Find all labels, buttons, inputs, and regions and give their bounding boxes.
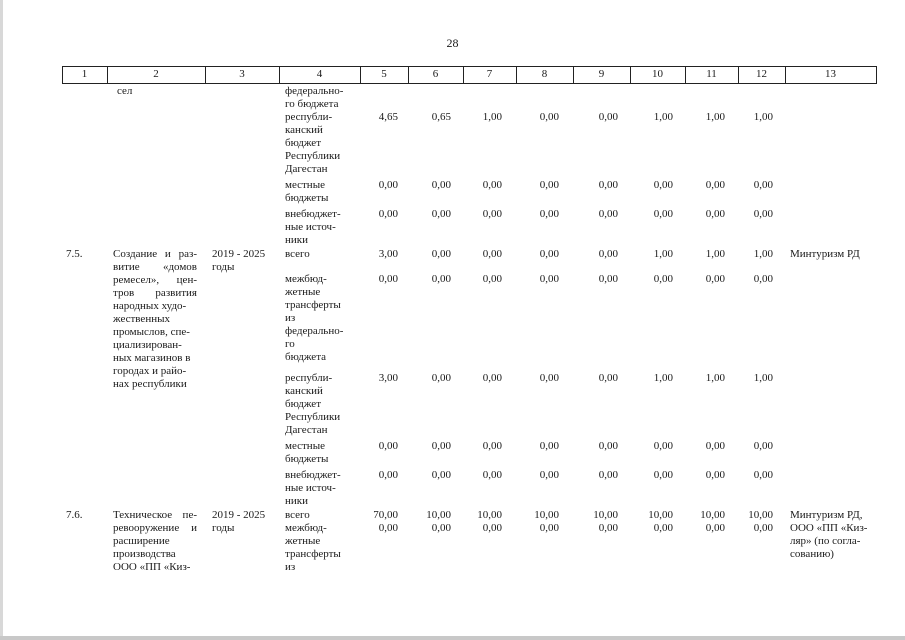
value-cell: 0,00 — [653, 179, 673, 191]
period: годы — [212, 261, 235, 273]
value-cell: 1,00 — [753, 248, 773, 260]
value-cell: 0,00 — [705, 179, 725, 191]
header-col-7: 7 — [486, 68, 493, 80]
value-cell: 0,00 — [753, 440, 773, 452]
source-label: бюджеты — [285, 192, 329, 204]
value-cell: 0,00 — [539, 248, 559, 260]
source-label: межбюд- — [285, 273, 327, 285]
header-col-6: 6 — [432, 68, 439, 80]
value-cell: 0,00 — [431, 208, 451, 220]
header-col-3: 3 — [239, 68, 245, 80]
event-name: производства — [113, 548, 176, 560]
value-cell: 0,00 — [539, 372, 559, 384]
value-cell: 1,00 — [482, 111, 502, 123]
source-label: республи- — [285, 372, 333, 384]
value-cell: 70,00 — [373, 509, 398, 521]
value-cell: 0,00 — [598, 111, 618, 123]
row-number: 7.5. — [66, 248, 83, 260]
header-col-4: 4 — [316, 68, 323, 80]
value-cell: 3,00 — [378, 248, 398, 260]
value-cell: 0,00 — [653, 208, 673, 220]
header-col-2: 2 — [153, 68, 159, 80]
value-cell: 0,00 — [539, 469, 559, 481]
source-label: жетные — [285, 535, 321, 547]
value-cell: 1,00 — [705, 111, 725, 123]
value-cell: 0,00 — [378, 179, 398, 191]
event-name: Техническое пе- — [113, 509, 197, 521]
event-name: ных магазинов в — [113, 352, 191, 364]
value-cell: 4,65 — [378, 111, 398, 123]
value-cell: 0,00 — [598, 522, 618, 534]
value-cell: 0,00 — [378, 440, 398, 452]
value-cell: 0,00 — [431, 440, 451, 452]
header-col-13: 13 — [825, 68, 836, 80]
source-label: канский — [285, 385, 323, 397]
value-cell: 0,00 — [539, 179, 559, 191]
event-name: расширение — [113, 535, 170, 547]
value-cell: 0,00 — [753, 469, 773, 481]
value-cell: 0,00 — [598, 179, 618, 191]
source-label: го — [285, 338, 295, 350]
source-label: бюджета — [285, 351, 327, 363]
responsible: Минтуризм РД — [790, 248, 860, 260]
value-cell: 0,00 — [539, 273, 559, 285]
event-name: циализирован- — [113, 339, 182, 351]
value-cell: 0,65 — [431, 111, 451, 123]
value-cell: 0,00 — [598, 372, 618, 384]
header-bottom-border — [62, 83, 877, 84]
value-cell: 10,00 — [648, 509, 673, 521]
value-cell: 0,00 — [539, 208, 559, 220]
value-cell: 10,00 — [748, 509, 773, 521]
source-label: бюджет — [285, 398, 321, 410]
header-col-5: 5 — [381, 68, 387, 80]
source-label: федерально- — [285, 325, 344, 337]
value-cell: 1,00 — [753, 111, 773, 123]
value-cell: 0,00 — [753, 208, 773, 220]
value-cell: 0,00 — [431, 273, 451, 285]
value-cell: 0,00 — [431, 372, 451, 384]
source-label: внебюджет- — [285, 469, 341, 481]
value-cell: 0,00 — [482, 248, 502, 260]
column-divider — [876, 66, 877, 83]
header-col-8: 8 — [541, 68, 548, 80]
period: годы — [212, 522, 235, 534]
value-cell: 1,00 — [753, 372, 773, 384]
scan-edge-bottom — [0, 636, 905, 640]
event-name: Создание и раз- — [113, 248, 197, 260]
value-cell: 0,00 — [539, 111, 559, 123]
value-cell: 3,00 — [378, 372, 398, 384]
source-label: Дагестан — [285, 163, 328, 175]
event-name: ремесел», цен- — [113, 274, 197, 286]
source-label: жетные — [285, 286, 321, 298]
header-col-11: 11 — [706, 68, 717, 80]
header-col-10: 10 — [652, 68, 663, 80]
event-name: витие «домов — [113, 261, 197, 273]
value-cell: 0,00 — [598, 440, 618, 452]
value-cell: 0,00 — [378, 469, 398, 481]
source-label: всего — [285, 509, 310, 521]
source-label: трансферты — [285, 548, 341, 560]
value-cell: 0,00 — [431, 469, 451, 481]
event-name: ООО «ПП «Киз- — [113, 561, 191, 573]
value-cell: 10,00 — [700, 509, 725, 521]
event-name: нах республики — [113, 378, 187, 390]
source-label: внебюджет- — [285, 208, 341, 220]
value-cell: 0,00 — [598, 273, 618, 285]
event-name: жественных — [113, 313, 170, 325]
value-cell: 0,00 — [753, 522, 773, 534]
value-cell: 0,00 — [431, 522, 451, 534]
period: 2019 - 2025 — [212, 509, 266, 521]
budget-table — [62, 66, 877, 640]
value-cell: 0,00 — [598, 248, 618, 260]
source-label: ные источ- — [285, 221, 336, 233]
value-cell: 0,00 — [598, 469, 618, 481]
source-label: местные — [285, 179, 325, 191]
source-label: Республики — [285, 411, 341, 423]
value-cell: 1,00 — [705, 248, 725, 260]
value-cell: 0,00 — [653, 273, 673, 285]
header-col-1: 1 — [81, 68, 88, 80]
value-cell: 10,00 — [593, 509, 618, 521]
value-cell: 0,00 — [482, 273, 502, 285]
source-label: канский — [285, 124, 323, 136]
value-cell: 10,00 — [426, 509, 451, 521]
header-col-12: 12 — [756, 68, 767, 80]
value-cell: 10,00 — [477, 509, 502, 521]
responsible: сованию) — [790, 548, 834, 560]
source-label: межбюд- — [285, 522, 327, 534]
value-cell: 1,00 — [705, 372, 725, 384]
value-cell: 0,00 — [653, 440, 673, 452]
value-cell: 1,00 — [653, 111, 673, 123]
source-label: федерально- — [285, 85, 344, 97]
source-label: Республики — [285, 150, 341, 162]
value-cell: 0,00 — [705, 208, 725, 220]
responsible: ляр» (по согла- — [790, 535, 861, 547]
value-cell: 0,00 — [539, 440, 559, 452]
value-cell: 0,00 — [482, 208, 502, 220]
value-cell: 0,00 — [482, 179, 502, 191]
source-label: всего — [285, 248, 310, 260]
value-cell: 0,00 — [482, 372, 502, 384]
source-label: ники — [285, 234, 309, 246]
source-label: местные — [285, 440, 325, 452]
source-label: трансферты — [285, 299, 341, 311]
source-label: из — [285, 312, 296, 324]
value-cell: 0,00 — [378, 522, 398, 534]
value-cell: 0,00 — [705, 522, 725, 534]
event-name: городах и райо- — [113, 365, 187, 377]
source-label: из — [285, 561, 296, 573]
value-cell: 0,00 — [378, 208, 398, 220]
event-name-tail: сел — [117, 85, 133, 97]
scan-edge-left — [0, 0, 3, 640]
value-cell: 0,00 — [705, 273, 725, 285]
source-label: бюджет — [285, 137, 321, 149]
value-cell: 0,00 — [653, 522, 673, 534]
event-name: промыслов, спе- — [113, 326, 190, 338]
event-name: ревооружение и — [113, 522, 197, 534]
value-cell: 0,00 — [431, 248, 451, 260]
source-label: ники — [285, 495, 309, 507]
value-cell: 0,00 — [482, 440, 502, 452]
source-label: бюджеты — [285, 453, 329, 465]
value-cell: 0,00 — [705, 440, 725, 452]
source-label: ные источ- — [285, 482, 336, 494]
source-label: Дагестан — [285, 424, 328, 436]
value-cell: 0,00 — [378, 273, 398, 285]
value-cell: 0,00 — [539, 522, 559, 534]
value-cell: 0,00 — [653, 469, 673, 481]
period: 2019 - 2025 — [212, 248, 266, 260]
event-name: тров развития — [113, 287, 197, 299]
header-col-9: 9 — [598, 68, 605, 80]
row-number: 7.6. — [66, 509, 83, 521]
value-cell: 0,00 — [598, 208, 618, 220]
event-name: народных худо- — [113, 300, 187, 312]
source-label: го бюджета — [285, 98, 339, 110]
value-cell: 0,00 — [753, 273, 773, 285]
value-cell: 10,00 — [534, 509, 559, 521]
value-cell: 1,00 — [653, 248, 673, 260]
value-cell: 0,00 — [482, 469, 502, 481]
value-cell: 0,00 — [753, 179, 773, 191]
page-number: 28 — [446, 36, 459, 50]
source-label: республи- — [285, 111, 333, 123]
value-cell: 0,00 — [482, 522, 502, 534]
value-cell: 0,00 — [431, 179, 451, 191]
responsible: ООО «ПП «Киз- — [790, 522, 868, 534]
value-cell: 1,00 — [653, 372, 673, 384]
value-cell: 0,00 — [705, 469, 725, 481]
responsible: Минтуризм РД, — [790, 509, 863, 521]
